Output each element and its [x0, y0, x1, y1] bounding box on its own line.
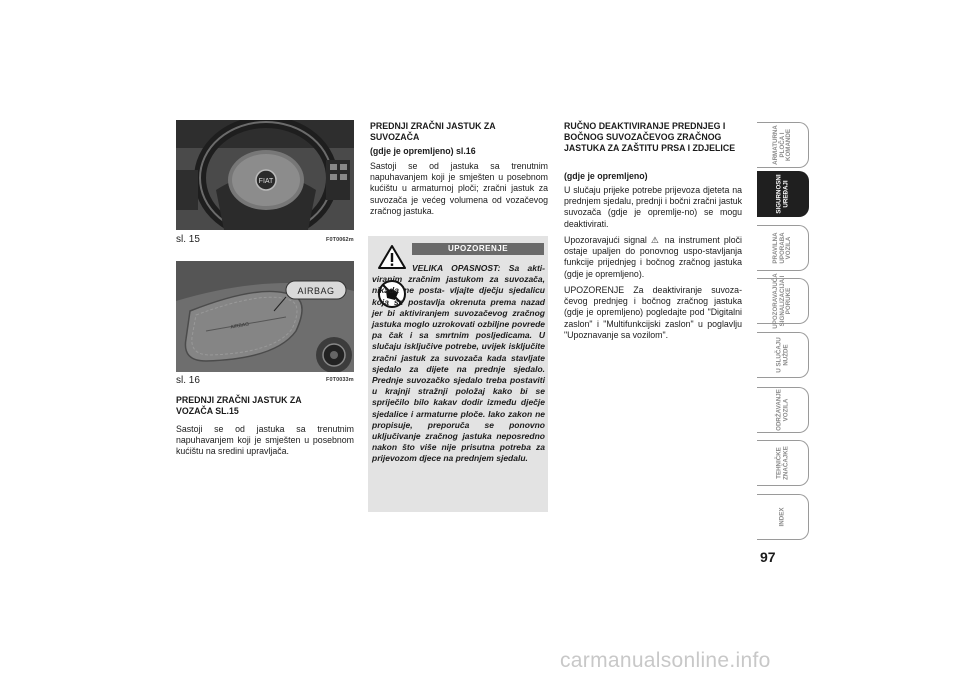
figure-16-code: F0T0033m [326, 377, 354, 383]
chapter-tab-8[interactable] [757, 494, 809, 540]
figure-15-image [176, 120, 354, 230]
chapter-tab-6[interactable] [757, 387, 809, 433]
deactivation-subheading: (gdje je opremljeno) [564, 171, 648, 181]
figure-15-code: F0T0062m [326, 237, 354, 243]
deactivation-para-2: Upozoravajući signal ⚠ na instrument ploči ostaje upaljen do ponovnog uspo-stavljanja funkcije prijednjeg i bočnog zračnog jastuka (gdje je opremljeno). [564, 235, 742, 279]
watermark-text: carmanualsonline.info [560, 649, 771, 672]
figure-15-caption: sl. 15 [176, 234, 200, 245]
chapter-tab-label: INDEX [778, 507, 786, 527]
deactivation-heading: RUČNO DEAKTIVIRANJE PREDNJEG I BOČNOG SUVOZAČEVOG ZRAČNOG JASTUKA ZA ZAŠTITU PRSA I ZDJELICE [564, 121, 736, 153]
chapter-tab-label: PRAVILNA UPORABA VOZILA [771, 232, 792, 264]
chapter-tab-7[interactable] [757, 440, 809, 486]
warning-title: UPOZORENJE [412, 243, 544, 255]
figure-16-caption: sl. 16 [176, 375, 200, 386]
driver-airbag-heading: PREDNJI ZRAČNI JASTUK ZA VOZAČA SL.15 [176, 395, 302, 416]
airbag-label-small: AIRBAG [229, 321, 250, 331]
chapter-tab-label: ARMATURNA PLOČA I KOMANDE [771, 125, 792, 165]
chapter-tab-5[interactable] [757, 332, 809, 378]
warning-text: VELIKA OPASNOST: Sa akti- viranim zračnim jastukom za suvozača, nikada ne posta- vljajte dječju sjedalicu koja se postavlja okrenuta prema nazad jer bi aktiviranjem suvozačevog zračnog jastuka moglo uzrokovati ozbiljne povrede pa čak i sa smrtnim posljedicama. U slučaju isključive potrebe, uvijek isključite zračni jastuk za suvozača kada stavljate sjedalo za dijete na prednje sjedalo. Prednje suvozačko sjedalo treba postaviti u krajnji stražnji položaj kako bi se spriječilo bilo kakav dodir između dječje sjedalice i armaturne ploče. Iako zakon ne propisuje, preporuča se ponovno uključivanje zračnog jastuka neposredno nakon što više nije prisutna potreba za prijevozom djece na prednjem sjedalu. [372, 263, 545, 464]
passenger-airbag-subheading: (gdje je opremljeno) sl.16 [370, 146, 476, 156]
chapter-tab-label: ODRŽAVANJE VOZILA [774, 389, 789, 431]
deactivation-para-1: U slučaju prijeke potrebe prijevoza djeteta na prednjem sjedalu, prednji i bočni zračni jastuk suvozača (gdje je opremlje-no) se mogu deaktivirati. [564, 185, 742, 229]
chapter-tab-4[interactable] [757, 273, 809, 329]
deactivation-para-3: UPOZORENJE Za deaktiviranje suvoza-čevog prednjeg i bočnog zračnog jastuka (gdje je opremljeno) pogledajte pod "Digitalni zaslon" i "Multifunkcijski zaslon" u poglavlju "Upoznavanje sa vozilom". [564, 285, 742, 340]
passenger-airbag-body: Sastoji se od jastuka sa trenutnim napuhavanjem koji je smješten u posebnom kućištu u armaturnoj ploči; zračni jastuk za suvozača je većeg volumena od vozačevog zračnog jastuka. [370, 161, 548, 216]
chapter-tab-label: SIGURNOSNI UREĐAJI [774, 174, 789, 214]
chapter-tab-label: TEHNIČKE ZNAČAJKE [774, 446, 789, 480]
chapter-tab-2[interactable] [757, 171, 809, 217]
page-number: 97 [760, 549, 776, 565]
passenger-airbag-heading: PREDNJI ZRAČNI JASTUK ZA SUVOZAČA [370, 121, 496, 142]
svg-text:FIAT: FIAT [258, 178, 274, 185]
airbag-label: AIRBAG [297, 286, 335, 296]
chapter-tab-label: UPOZORAVAJUĆA SIGNALIZACIJA I PORUKE [771, 273, 792, 329]
figure-16-image [176, 261, 354, 372]
chapter-tab-1[interactable] [757, 122, 809, 168]
chapter-tab-label: U SLUČAJU NUŽDE [774, 337, 789, 373]
chapter-tab-3[interactable] [757, 225, 809, 271]
driver-airbag-body: Sastoji se od jastuka sa trenutnim napuhavanjem koji je smješten u posebnom kućištu na sredini upravljača. [176, 424, 354, 457]
